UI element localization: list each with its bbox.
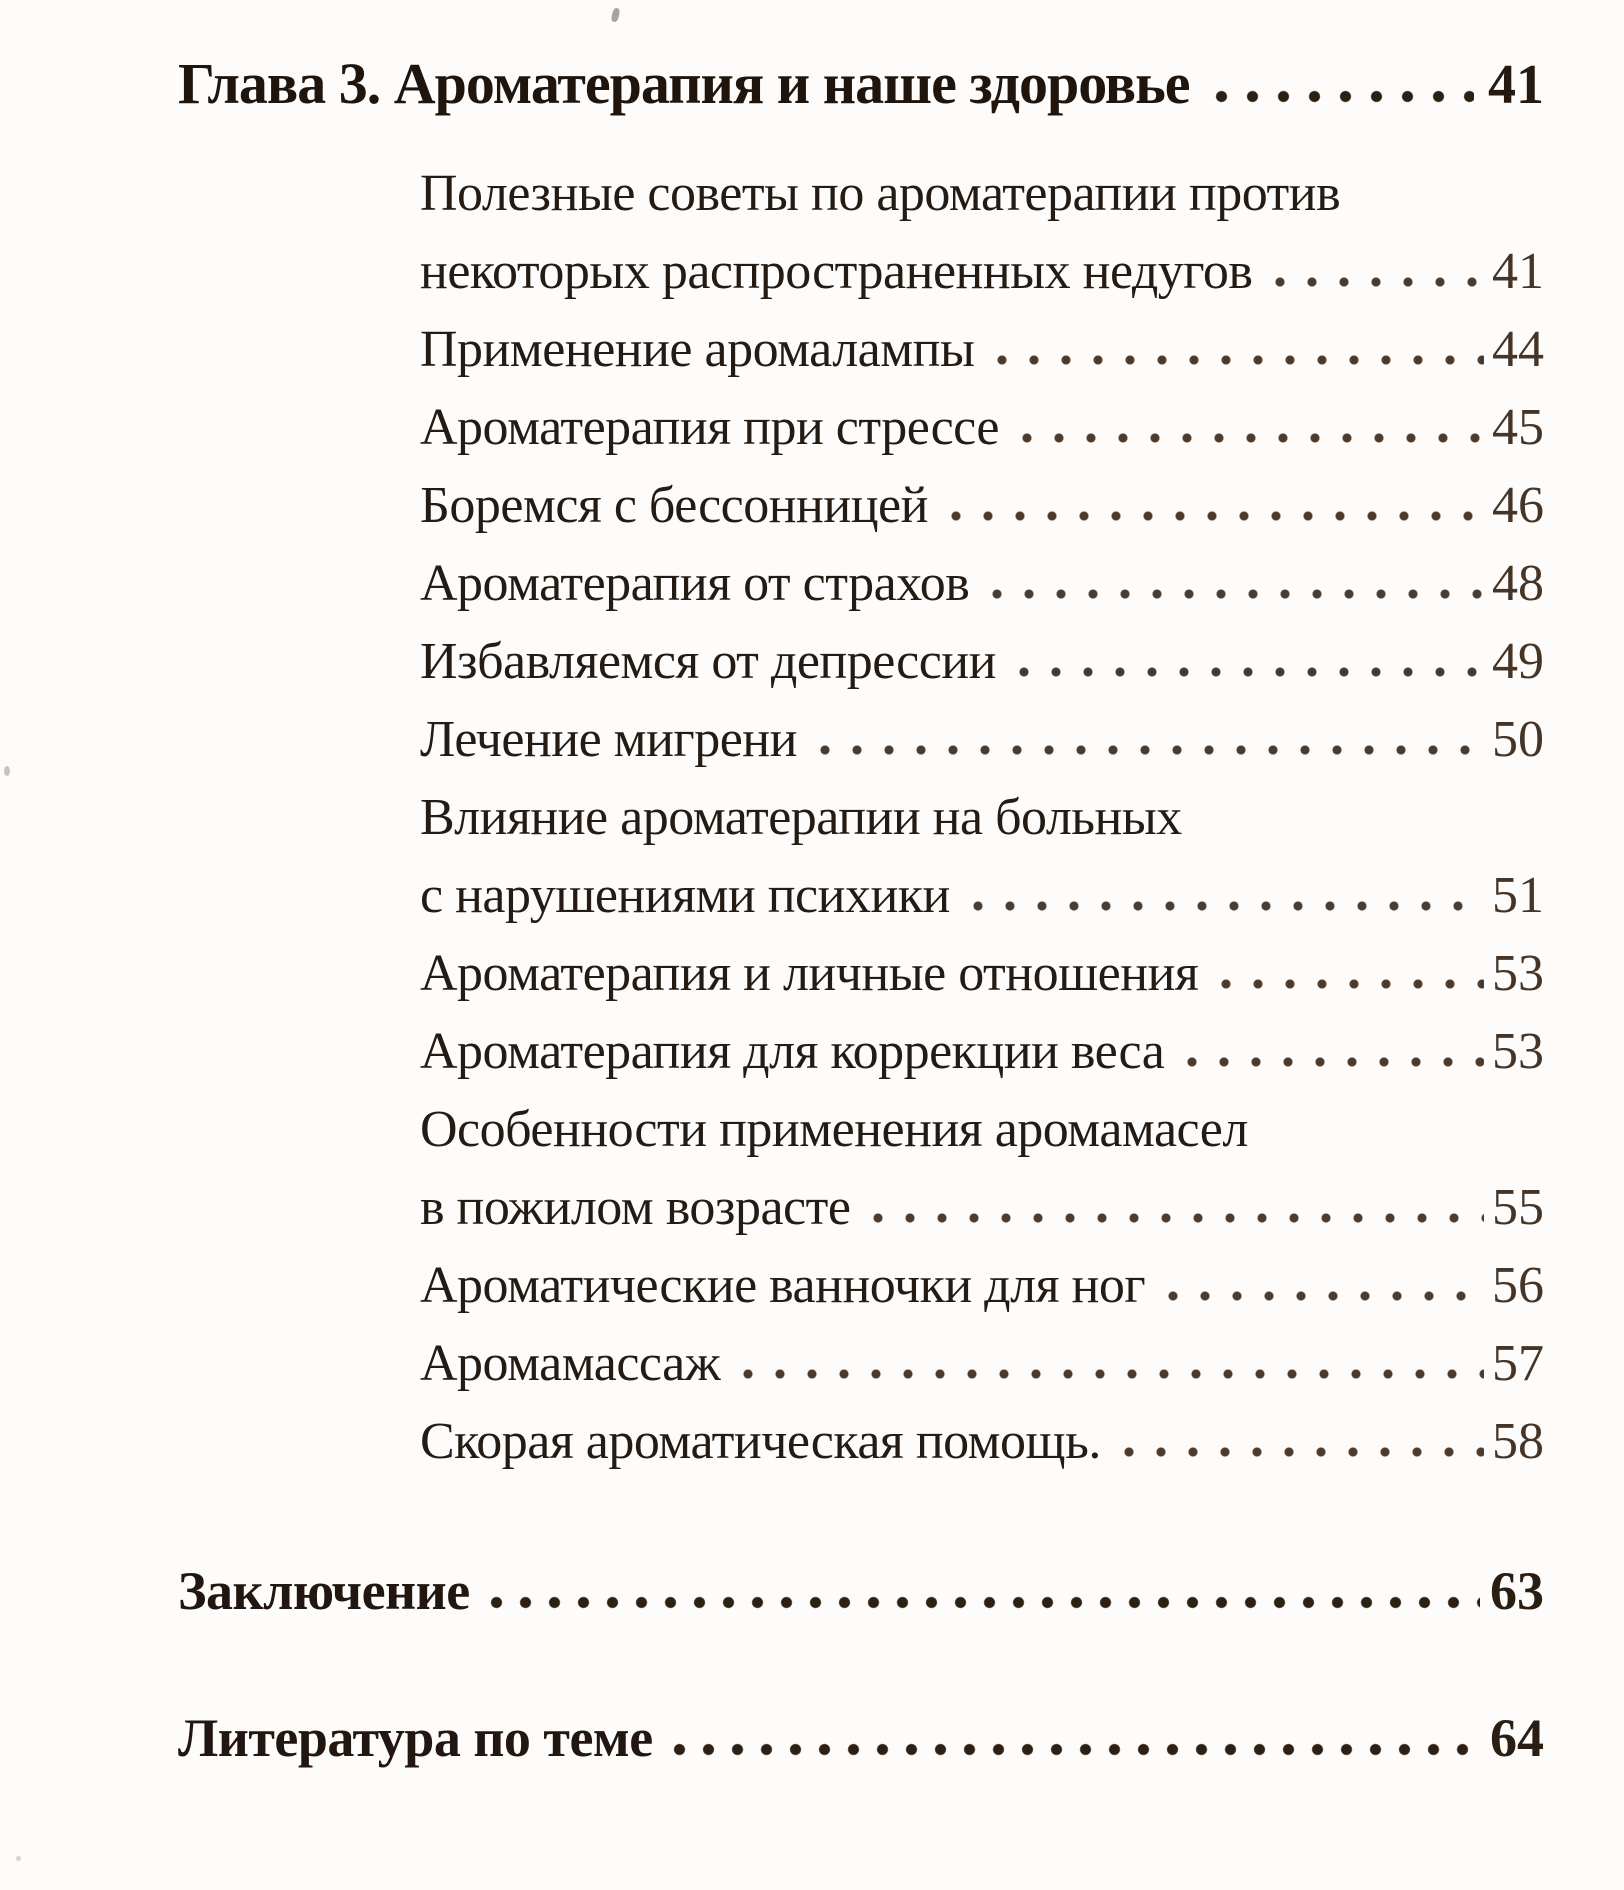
toc-entry-title: Лечение мигрени [420,711,797,768]
toc-entry-title: Боремся с бессонницей [420,477,928,534]
toc-entry-title: Ароматические ванночки для ног [420,1257,1146,1314]
dot-leader [665,1743,1480,1756]
page-number: 41 [1492,243,1544,300]
dot-leader [1011,432,1484,444]
dot-leader [962,900,1484,912]
toc-entry-title: Ароматерапия и личные отношения [420,945,1199,1002]
dot-leader [1206,90,1474,103]
toc-entry-line [420,389,1544,467]
dot-leader [862,1212,1484,1224]
toc-entry-line [420,1091,1544,1169]
toc-entry-title: Особенности применения аромамасел [420,1101,1248,1158]
page-number: 63 [1490,1561,1544,1621]
dot-leader [1113,1446,1484,1458]
page-number: 50 [1492,711,1544,768]
toc-entries [420,155,1544,1481]
toc-entry-title: Ароматерапия при стрессе [420,399,999,456]
toc-entry-title: Избавляемся от депрессии [420,633,996,690]
page-number: 44 [1492,321,1544,378]
toc-entry-title: некоторых распространенных недугов [420,243,1253,300]
toc-entry-title: Скорая ароматическая помощь. [420,1413,1101,1470]
toc-entry-title: Заключение [178,1561,470,1621]
page-number: 45 [1492,399,1544,456]
toc-entry-line [420,701,1544,779]
dot-leader [1157,1290,1484,1302]
dot-leader [482,1596,1480,1609]
page-number: 49 [1492,633,1544,690]
toc-entry-line [420,545,1544,623]
page-number: 58 [1492,1413,1544,1470]
toc-entry-line [420,1403,1544,1481]
page-number: 55 [1492,1179,1544,1236]
page-number: 53 [1492,945,1544,1002]
dot-leader [1210,978,1484,990]
scan-artifact [16,1856,21,1861]
page-number: 46 [1492,477,1544,534]
dot-leader [1008,666,1484,678]
dot-leader [809,744,1484,756]
dot-leader [1176,1056,1484,1068]
toc-entry-title: Литература по теме [178,1708,653,1768]
page-number: 64 [1490,1708,1544,1768]
toc-entry-title: Ароматерапия для коррекции веса [420,1023,1165,1080]
toc-entry-line [420,1013,1544,1091]
toc-entry-title: с нарушениями психики [420,867,950,924]
chapter-heading-row [178,44,1544,125]
toc-entry-literature [178,1699,1544,1777]
dot-leader [1264,276,1484,288]
toc-entry-line [420,857,1544,935]
dot-leader [981,588,1484,600]
toc-entry-line [420,1325,1544,1403]
toc-entry-title: Применение аромалампы [420,321,975,378]
toc-entry-title: в пожилом возрасте [420,1179,851,1236]
scan-artifact [610,7,620,22]
toc-entry-conclusion [178,1552,1544,1630]
toc-entry-title: Ароматерапия от страхов [420,555,970,612]
toc-entry-line [420,779,1544,857]
chapter-heading: Глава 3. Ароматерапия и наше здоровье [178,51,1190,116]
toc-entry-title: Полезные советы по ароматерапии против [420,165,1341,222]
dot-leader [940,510,1484,522]
dot-leader [732,1368,1484,1380]
toc-entry-title: Аромамассаж [420,1335,721,1392]
toc-entry-line [420,311,1544,389]
page-number: 48 [1492,555,1544,612]
page-number: 51 [1492,867,1544,924]
toc-entry-line [420,1169,1544,1247]
chapter-page-number: 41 [1488,54,1544,116]
dot-leader [986,354,1484,366]
toc-entry-line [420,935,1544,1013]
page-number: 57 [1492,1335,1544,1392]
toc-entry-line [420,467,1544,545]
toc-entry-line [420,623,1544,701]
toc-entry-line [420,155,1544,233]
toc-entry-title: Влияние ароматерапии на больных [420,789,1182,846]
page-number: 56 [1492,1257,1544,1314]
toc-entry-line [420,233,1544,311]
scan-artifact [4,766,10,776]
page-number: 53 [1492,1023,1544,1080]
toc-entry-line [420,1247,1544,1325]
